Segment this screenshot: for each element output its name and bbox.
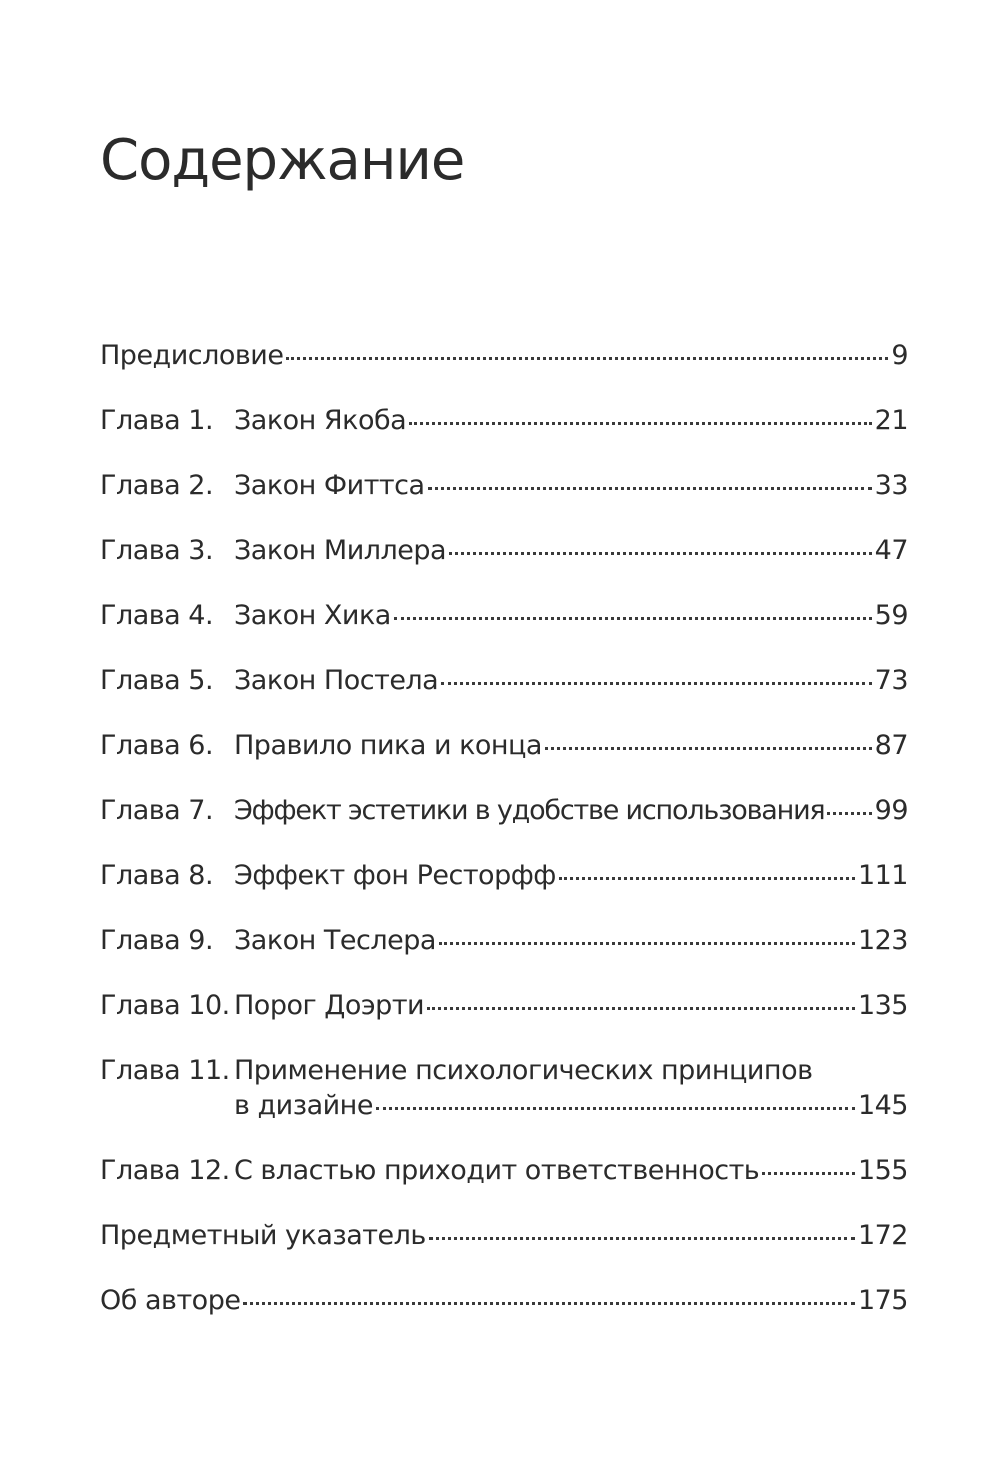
- toc-entry-title: Закон Теслера: [234, 925, 436, 956]
- table-of-contents: [100, 340, 908, 1350]
- toc-entry-preface[interactable]: [100, 340, 908, 405]
- toc-entry-chapter-3[interactable]: [100, 535, 908, 600]
- chapter-label: Глава 12.: [100, 1155, 230, 1186]
- toc-entry-title: Закон Фиттса: [234, 470, 425, 501]
- chapter-label: Глава 2.: [100, 470, 214, 501]
- toc-entry-chapter-6[interactable]: [100, 730, 908, 795]
- toc-entry-title: Закон Миллера: [234, 535, 447, 566]
- toc-entry-chapter-7[interactable]: [100, 795, 908, 860]
- chapter-label: Глава 4.: [100, 600, 214, 631]
- dot-leader: [441, 680, 871, 685]
- toc-entry-chapter-4[interactable]: [100, 600, 908, 665]
- toc-entry-title: Об авторе: [100, 1285, 241, 1316]
- dot-leader: [439, 940, 855, 945]
- toc-entry-chapter-11[interactable]: [100, 1055, 908, 1155]
- chapter-label: Глава 8.: [100, 860, 214, 891]
- toc-entry-chapter-1[interactable]: [100, 405, 908, 470]
- toc-entry-title: Правило пика и конца: [234, 730, 542, 761]
- dot-leader: [376, 1105, 855, 1110]
- toc-entry-page: 33: [874, 470, 908, 501]
- toc-entry-page: 73: [874, 665, 908, 696]
- dot-leader: [409, 420, 871, 425]
- toc-entry-page: 9: [891, 340, 908, 371]
- dot-leader: [762, 1170, 855, 1175]
- page-title: Содержание: [100, 128, 465, 193]
- toc-entry-page: 21: [874, 405, 908, 436]
- dot-leader: [545, 745, 872, 750]
- dot-leader: [559, 875, 855, 880]
- dot-leader: [827, 810, 871, 815]
- toc-entry-title-line-2: в дизайне: [234, 1090, 373, 1121]
- toc-entry-chapter-2[interactable]: [100, 470, 908, 535]
- toc-entry-index[interactable]: [100, 1220, 908, 1285]
- chapter-label: Глава 6.: [100, 730, 214, 761]
- chapter-label: Глава 9.: [100, 925, 214, 956]
- dot-leader: [429, 1235, 855, 1240]
- toc-entry-page: 99: [874, 795, 908, 826]
- toc-entry-page: 155: [857, 1155, 908, 1186]
- toc-entry-chapter-8[interactable]: [100, 860, 908, 925]
- dot-leader: [427, 1005, 855, 1010]
- toc-entry-title: Предисловие: [100, 340, 284, 371]
- toc-entry-title: Эффект фон Ресторфф: [234, 860, 556, 891]
- toc-entry-chapter-10[interactable]: [100, 990, 908, 1055]
- toc-entry-title: С властью приходит ответственность: [234, 1155, 760, 1186]
- chapter-label: Глава 1.: [100, 405, 214, 436]
- dot-leader: [243, 1300, 855, 1305]
- toc-entry-chapter-12[interactable]: [100, 1155, 908, 1220]
- chapter-label: Глава 5.: [100, 665, 214, 696]
- dot-leader: [394, 615, 872, 620]
- toc-entry-title: Предметный указатель: [100, 1220, 426, 1251]
- toc-entry-page: 135: [857, 990, 908, 1021]
- toc-entry-page: 172: [857, 1220, 908, 1251]
- toc-entry-title: Порог Доэрти: [234, 990, 425, 1021]
- toc-entry-page: 123: [857, 925, 908, 956]
- chapter-label: Глава 10.: [100, 990, 230, 1021]
- toc-entry-title: Закон Постела: [234, 665, 439, 696]
- toc-entry-chapter-5[interactable]: [100, 665, 908, 730]
- toc-entry-page: 175: [857, 1285, 908, 1316]
- toc-entry-page: 59: [874, 600, 908, 631]
- toc-entry-title-line-1: Применение психологических принципов: [234, 1055, 813, 1086]
- toc-entry-page: 111: [857, 860, 908, 891]
- chapter-label: Глава 3.: [100, 535, 214, 566]
- chapter-label: Глава 11.: [100, 1055, 230, 1086]
- toc-entry-page: 87: [874, 730, 908, 761]
- toc-entry-chapter-9[interactable]: [100, 925, 908, 990]
- toc-entry-title: Закон Хика: [234, 600, 391, 631]
- toc-entry-title: Закон Якоба: [234, 405, 407, 436]
- toc-entry-about-author[interactable]: [100, 1285, 908, 1350]
- toc-entry-page: 145: [857, 1090, 908, 1121]
- dot-leader: [449, 550, 872, 555]
- toc-entry-page: 47: [874, 535, 908, 566]
- chapter-label: Глава 7.: [100, 795, 214, 826]
- dot-leader: [428, 485, 872, 490]
- toc-entry-title: Эффект эстетики в удобстве использования: [234, 795, 825, 826]
- dot-leader: [286, 355, 888, 360]
